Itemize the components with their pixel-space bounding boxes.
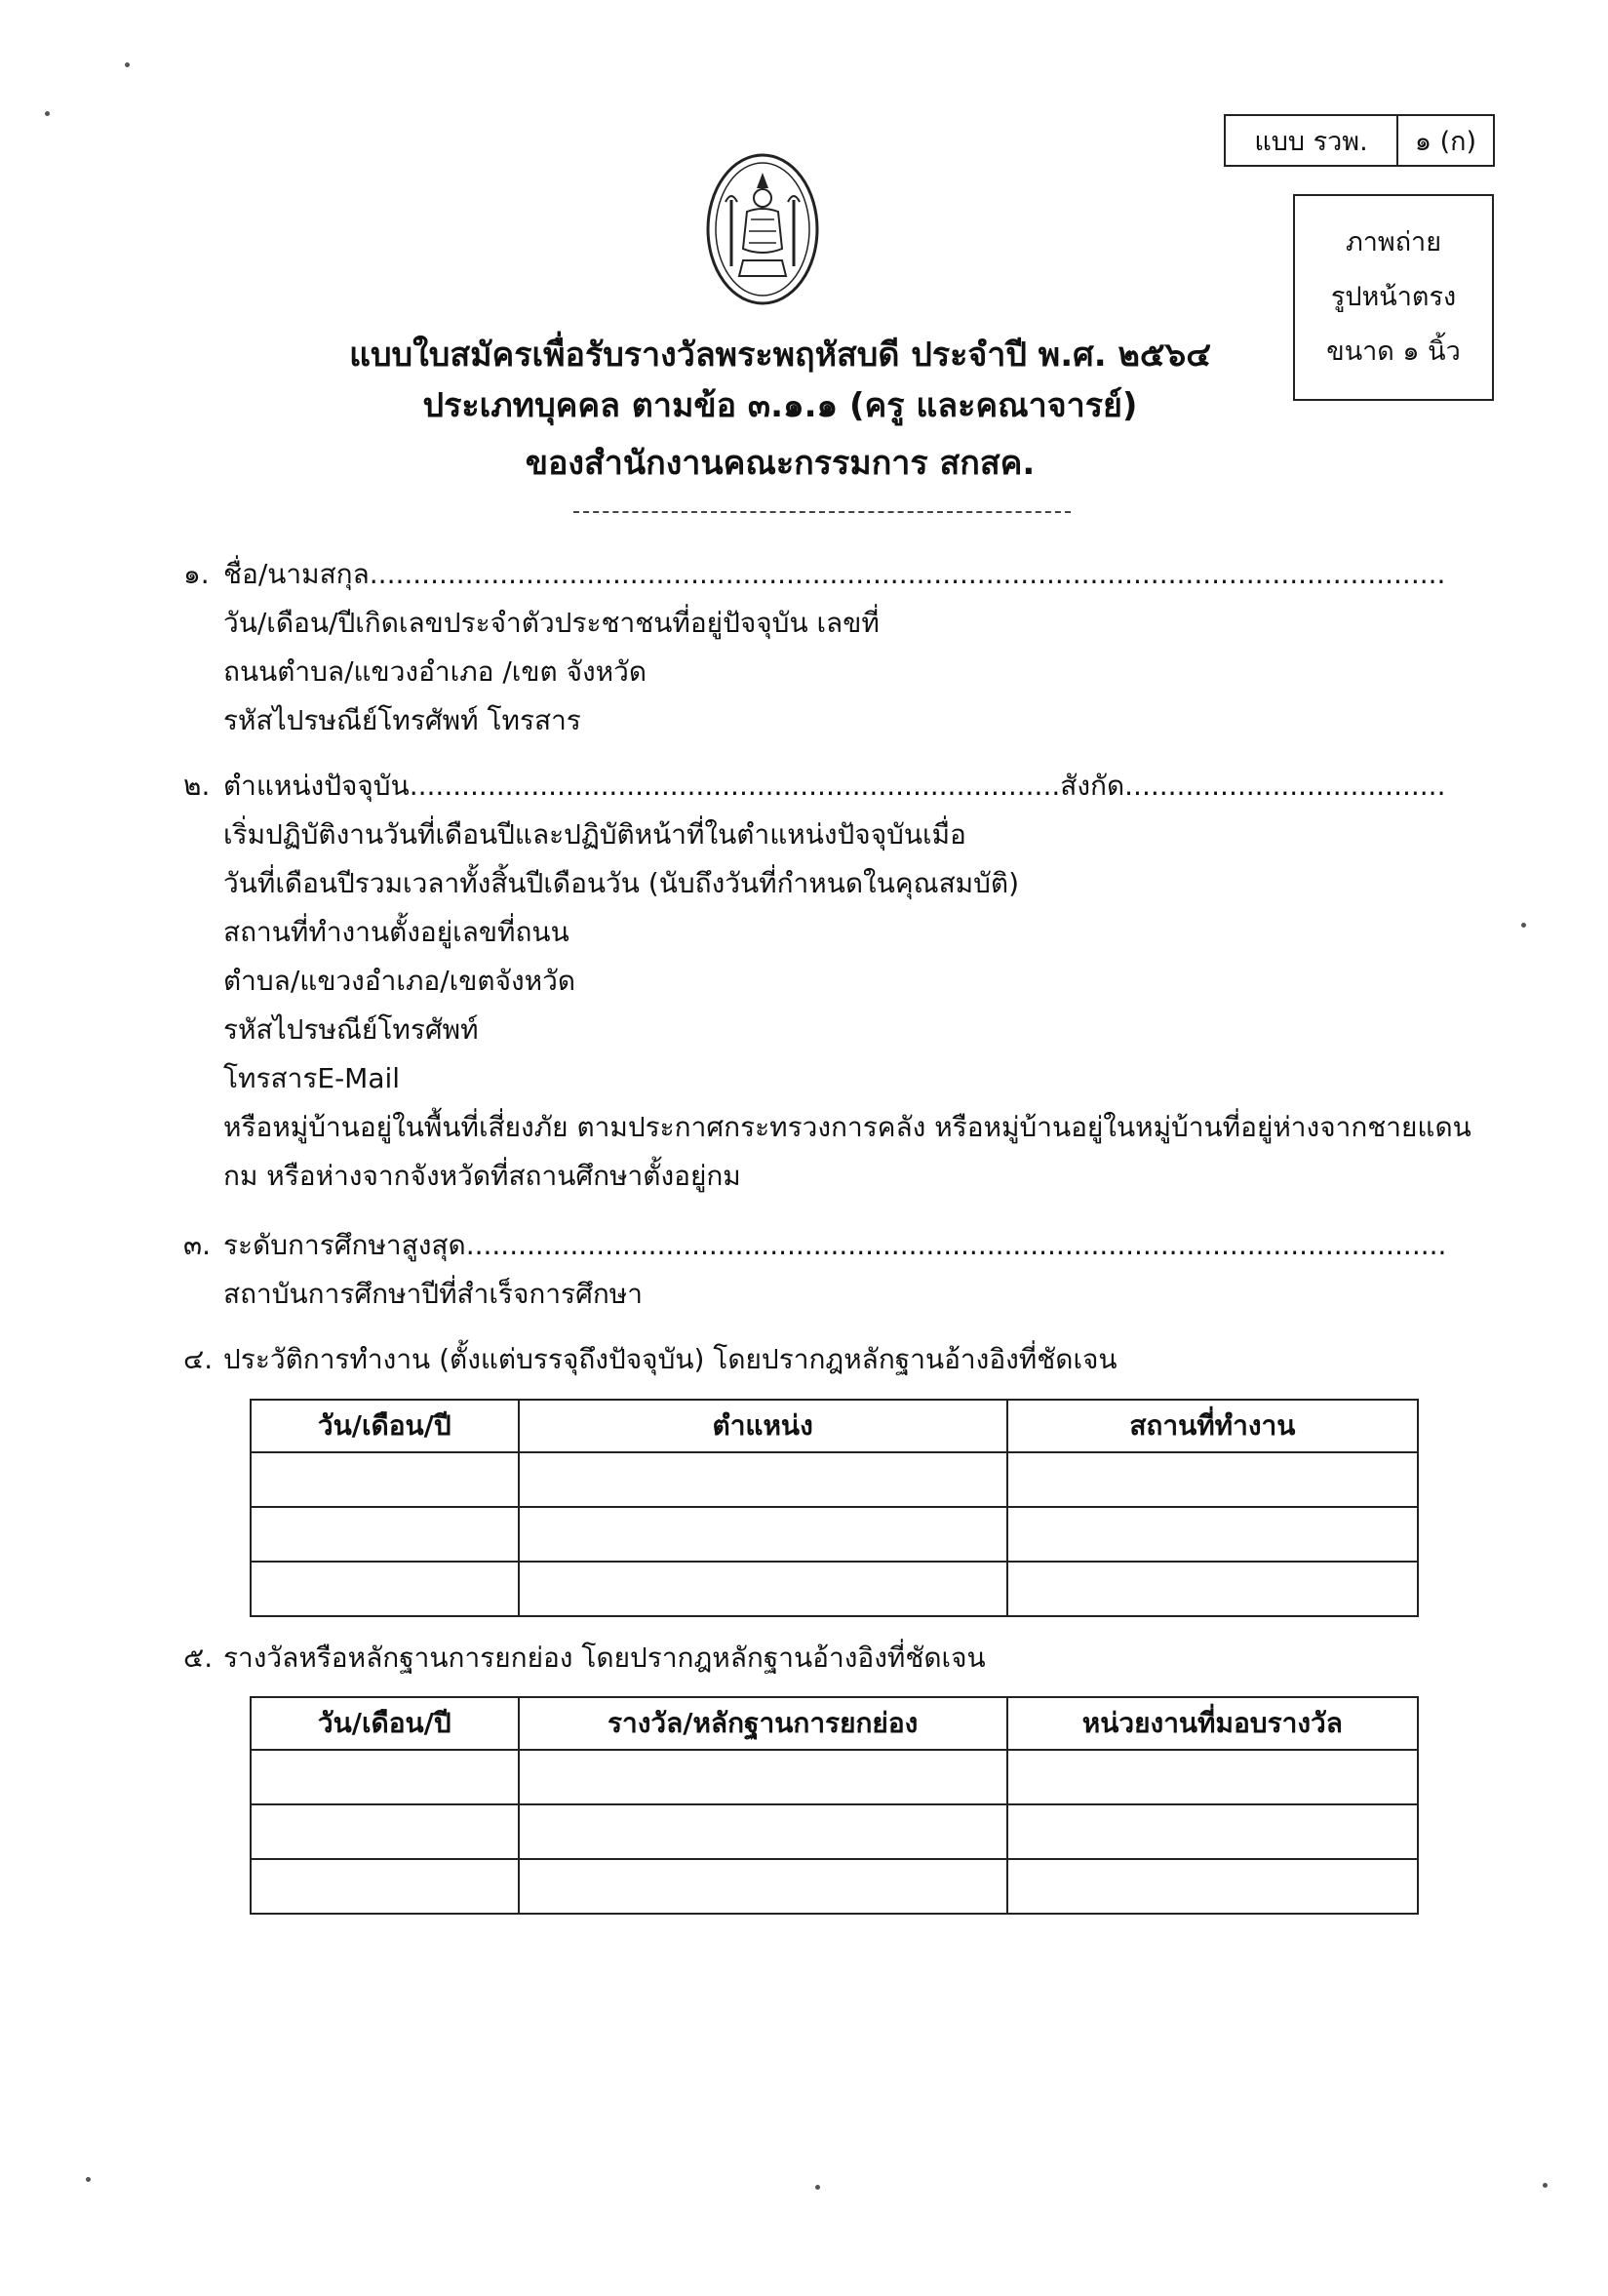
- table-cell[interactable]: [519, 1452, 1007, 1507]
- table-cell[interactable]: [1007, 1804, 1418, 1859]
- section3-number: ๓.: [183, 1229, 212, 1261]
- section1-line2[interactable]: วัน/เดือน/ปีเกิดเลขประจำตัวประชาชนที่อยู่ปัจจุบัน เลขที่: [223, 607, 880, 639]
- table-cell[interactable]: [251, 1804, 519, 1859]
- form-subtitle: ประเภทบุคคล ตามข้อ ๓.๑.๑ (ครู และคณาจารย์): [422, 386, 1138, 425]
- section5-number: ๕.: [183, 1642, 214, 1674]
- table-row: [251, 1859, 1418, 1914]
- section1-line4[interactable]: รหัสไปรษณีย์โทรศัพท์ โทรสาร: [223, 704, 581, 736]
- award-name-header: รางวัล/หลักฐานการยกย่อง: [519, 1697, 1007, 1750]
- form-code-label: แบบ รวพ.: [1226, 116, 1398, 165]
- section1-line1: ชื่อ/นามสกุล............................................................................................................................: [223, 558, 1446, 590]
- work-position-header: ตำแหน่ง: [519, 1400, 1007, 1452]
- section4-number: ๔.: [183, 1343, 214, 1375]
- section2-line5[interactable]: ตำบล/แขวงอำเภอ/เขตจังหวัด: [223, 965, 576, 997]
- award-agency-header: หน่วยงานที่มอบรางวัล: [1007, 1697, 1418, 1750]
- form-title: แบบใบสมัครเพื่อรับรางวัลพระพฤหัสบดี ประจำปี พ.ศ. ๒๕๖๔: [349, 336, 1211, 375]
- scan-speck: [125, 62, 130, 67]
- table-cell[interactable]: [519, 1750, 1007, 1804]
- photo-box-line1: ภาพถ่าย: [1345, 227, 1442, 257]
- photo-placeholder-box: [1293, 194, 1494, 401]
- table-cell[interactable]: [251, 1452, 519, 1507]
- scan-speck: [1521, 923, 1526, 928]
- section2-line8: หรือหมู่บ้านอยู่ในพื้นที่เสี่ยงภัย ตามประกาศกระทรวงการคลัง หรือหมู่บ้านอยู่ในหมู่บ้านที่อยู่ห่างจากชายแดน: [223, 1111, 1471, 1143]
- table-cell[interactable]: [519, 1804, 1007, 1859]
- scan-speck: [45, 111, 50, 116]
- table-cell[interactable]: [251, 1562, 519, 1616]
- section2-position-line[interactable]: [183, 763, 1451, 810]
- table-row: [251, 1507, 1418, 1562]
- work-history-table: [250, 1399, 1419, 1617]
- section3-line1: ระดับการศึกษาสูงสุด.................................................................................................................: [223, 1229, 1447, 1261]
- section3-education-line[interactable]: [183, 1222, 1451, 1269]
- table-row: [251, 1750, 1418, 1804]
- form-organization: ของสำนักงานคณะกรรมการ สกสค.: [525, 444, 1036, 483]
- table-row: [251, 1452, 1418, 1507]
- table-row: [251, 1562, 1418, 1616]
- section2-number: ๒.: [183, 770, 211, 802]
- table-cell[interactable]: [251, 1859, 519, 1914]
- section4-title: [183, 1336, 1118, 1383]
- work-place-header: สถานที่ทำงาน: [1007, 1400, 1418, 1452]
- scan-speck: [815, 2185, 820, 2190]
- table-cell[interactable]: [1007, 1562, 1418, 1616]
- scan-speck: [1543, 2183, 1548, 2188]
- section2-line2[interactable]: เริ่มปฏิบัติงานวันที่เดือนปีและปฏิบัติหน้าที่ในตำแหน่งปัจจุบันเมื่อ: [223, 818, 966, 851]
- section5-title-text: รางวัลหรือหลักฐานการยกย่อง โดยปรากฎหลักฐานอ้างอิงที่ชัดเจน: [223, 1642, 986, 1674]
- section2-line6[interactable]: รหัสไปรษณีย์โทรศัพท์: [223, 1013, 479, 1046]
- section2-line3[interactable]: วันที่เดือนปีรวมเวลาทั้งสิ้นปีเดือนวัน (นับถึงวันที่กำหนดในคุณสมบัติ): [223, 867, 1019, 899]
- award-date-header: วัน/เดือน/ปี: [251, 1697, 519, 1750]
- section2-line4[interactable]: สถานที่ทำงานตั้งอยู่เลขที่ถนน: [223, 916, 569, 948]
- section1-name-line[interactable]: [183, 551, 1451, 598]
- section2-line9[interactable]: กม หรือห่างจากจังหวัดที่สถานศึกษาตั้งอยู่กม: [223, 1160, 741, 1192]
- photo-box-line2: รูปหน้าตรง: [1330, 282, 1457, 312]
- section2-line7[interactable]: โทรสารE-Mail: [223, 1062, 401, 1094]
- form-code-number: ๑ (ก): [1414, 126, 1477, 157]
- table-cell[interactable]: [251, 1750, 519, 1804]
- table-header-row: [251, 1400, 1418, 1452]
- photo-box-line3: ขนาด ๑ นิ้ว: [1326, 336, 1461, 367]
- section2-line1: ตำแหน่งปัจจุบัน...........................................................................สังกัด.....................................: [223, 770, 1446, 802]
- section1-line3[interactable]: ถนนตำบล/แขวงอำเภอ /เขต จังหวัด: [223, 655, 647, 688]
- table-cell[interactable]: [251, 1507, 519, 1562]
- seal-emblem-icon: [704, 151, 821, 307]
- scan-speck: [86, 2177, 91, 2182]
- awards-table: [250, 1696, 1419, 1915]
- table-cell[interactable]: [1007, 1750, 1418, 1804]
- table-cell[interactable]: [1007, 1859, 1418, 1914]
- title-divider: [573, 511, 1071, 513]
- table-row: [251, 1804, 1418, 1859]
- table-cell[interactable]: [1007, 1507, 1418, 1562]
- table-cell[interactable]: [519, 1507, 1007, 1562]
- work-date-header: วัน/เดือน/ปี: [251, 1400, 519, 1452]
- section4-title-text: ประวัติการทำงาน (ตั้งแต่บรรจุถึงปัจจุบัน) โดยปรากฎหลักฐานอ้างอิงที่ชัดเจน: [223, 1343, 1118, 1375]
- table-cell[interactable]: [1007, 1452, 1418, 1507]
- table-header-row: [251, 1697, 1418, 1750]
- section5-title: [183, 1635, 986, 1682]
- section1-number: ๑.: [183, 558, 210, 590]
- section3-line2[interactable]: สถาบันการศึกษาปีที่สำเร็จการศึกษา: [223, 1278, 643, 1310]
- table-cell[interactable]: [519, 1562, 1007, 1616]
- table-cell[interactable]: [519, 1859, 1007, 1914]
- form-code-box: [1224, 114, 1495, 167]
